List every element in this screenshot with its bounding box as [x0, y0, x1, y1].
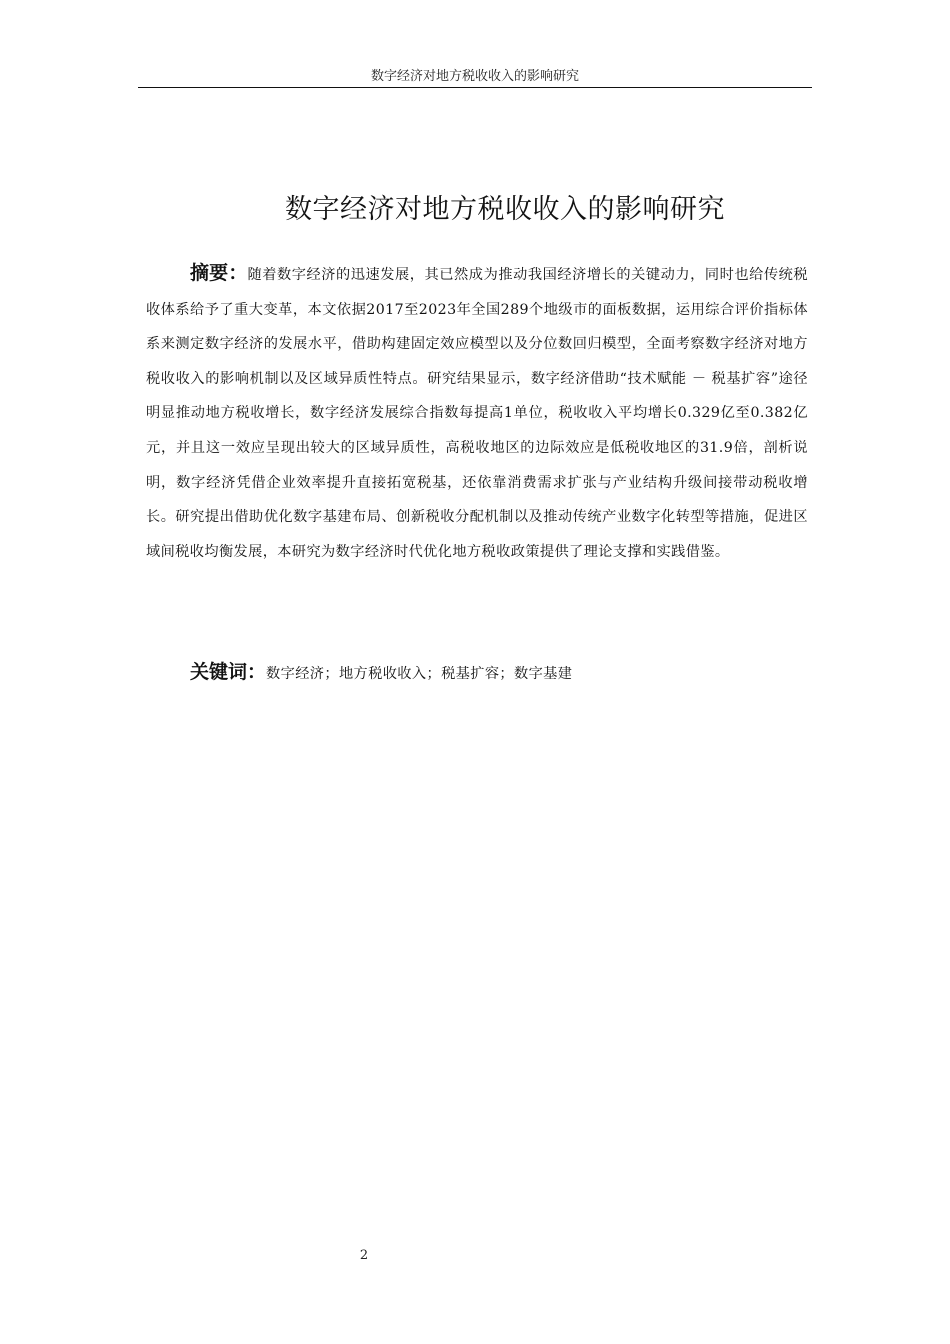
keywords-label: 关键词： [190, 661, 267, 683]
running-header: 数字经济对地方税收收入的影响研究 [370, 69, 579, 84]
abstract-text: 随着数字经济的迅速发展，其已然成为推动我国经济增长的关键动力，同时也给传统税收体系给予了重大变革，本文依据2017至2023年全国289个地级市的面板数据，运用综合评价指标体系来测定数字经济的发展水平，借助构建固定效应模型以及分位数回归模型，全面考察数字经济对地方税收收入的影响机制以及区域异质性特点。研究结果显示，数字经济借助“技术赋能 － 税基扩容”途径明显推动地方税收增长，数字经济发展综合指数每提高1单位，税收收入平均增长0.329亿至0.382亿元，并且这一效应呈现出较大的区域异质性，高税收地区的边际效应是低税收地区的31.9倍，剖析说明，数字经济凭借企业效率提升直接拓宽税基，还依靠消费需求扩张与产业结构升级间接带动税收增长。研究提出借助优化数字基建布局、创新税收分配机制以及推动传统产业数字化转型等措施，促进区域间税收均衡发展，本研究为数字经济时代优化地方税收政策提供了理论支撑和实践借鉴。 [146, 267, 808, 560]
keywords-text: 数字经济；地方税收收入；税基扩容；数字基建 [266, 666, 573, 682]
header-rule [138, 87, 812, 88]
keywords-line [190, 655, 810, 691]
abstract-paragraph [146, 256, 808, 569]
page-number: 2 [359, 1248, 369, 1263]
paper-title: 数字经济对地方税收收入的影响研究 [285, 194, 725, 225]
abstract-label: 摘要： [190, 262, 248, 284]
